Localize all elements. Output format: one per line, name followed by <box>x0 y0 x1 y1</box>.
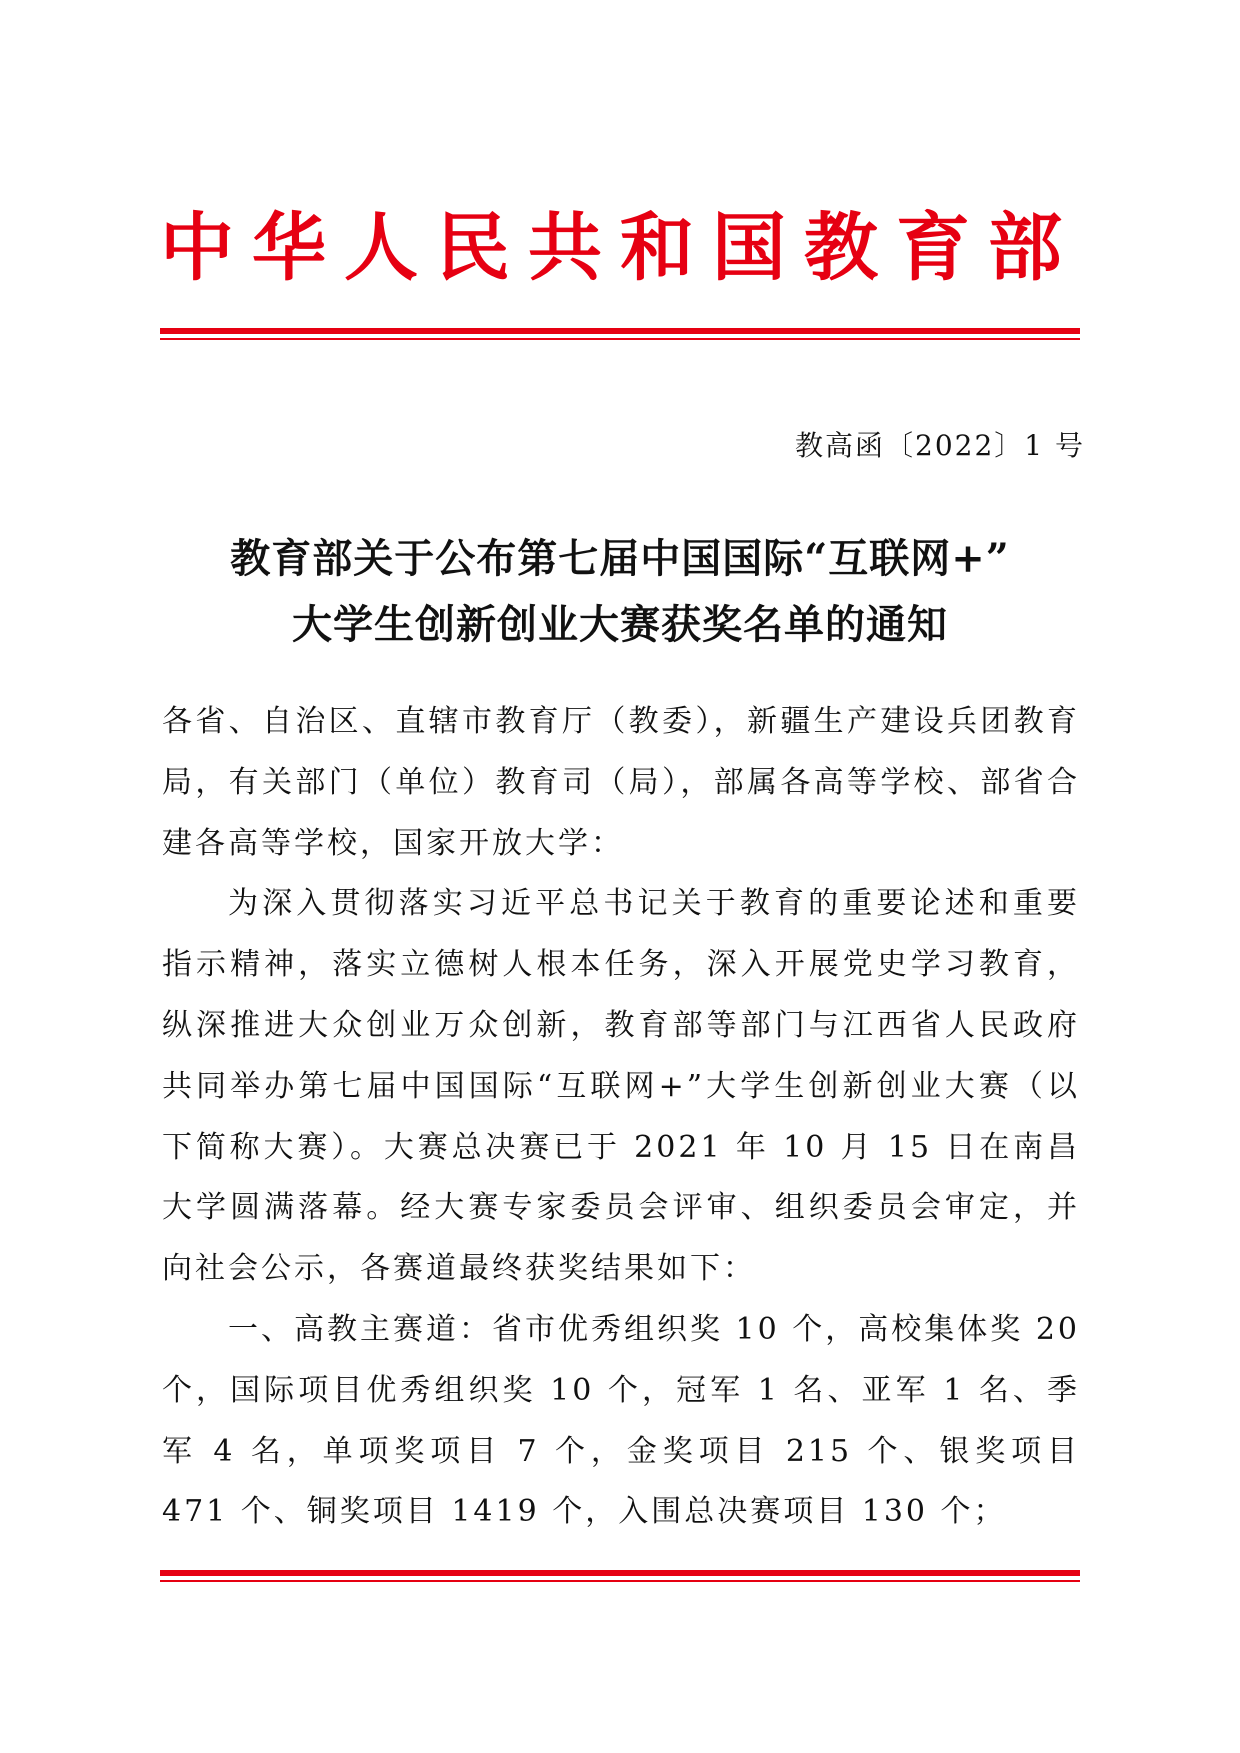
title-line-1: 教育部关于公布第七届中国国际“互联网+” <box>230 535 1010 582</box>
title-line-2: 大学生创新创业大赛获奖名单的通知 <box>292 601 948 648</box>
document-title <box>120 526 1120 658</box>
document-number: 教高函〔2022〕1 号 <box>795 429 1085 462</box>
paragraph-intro: 为深入贯彻落实习近平总书记关于教育的重要论述和重要指示精神，落实立德树人根本任务，深入开展党史学习教育，纵深推进大众创业万众创新，教育部等部门与江西省人民政府共同举办第七届中国国际“互联网+”大学生创新创业大赛（以下简称大赛）。大赛总决赛已于 2021 年 10 月 15 日在南昌大学圆满落幕。经大赛专家委员会评审、组织委员会审定，并向社会公示，各赛道最终获奖结果如下： <box>162 886 1080 1287</box>
masthead-title: 中华人民共和国教育部 <box>160 205 1080 291</box>
document-body <box>162 692 1080 1543</box>
salutation: 各省、自治区、直辖市教育厅（教委），新疆生产建设兵团教育局，有关部门（单位）教育司（局），部属各高等学校、部省合建各高等学校，国家开放大学： <box>162 704 1080 861</box>
masthead-divider <box>160 328 1080 340</box>
footer-divider <box>160 1570 1080 1582</box>
paragraph-main-track: 一、高教主赛道：省市优秀组织奖 10 个，高校集体奖 20 个，国际项目优秀组织奖 10 个，冠军 1 名、亚军 1 名、季军 4 名，单项奖项目 7 个，金奖项目 215 个、银奖项目 471 个、铜奖项目 1419 个，入围总决赛项目 130 个； <box>162 1311 1080 1530</box>
